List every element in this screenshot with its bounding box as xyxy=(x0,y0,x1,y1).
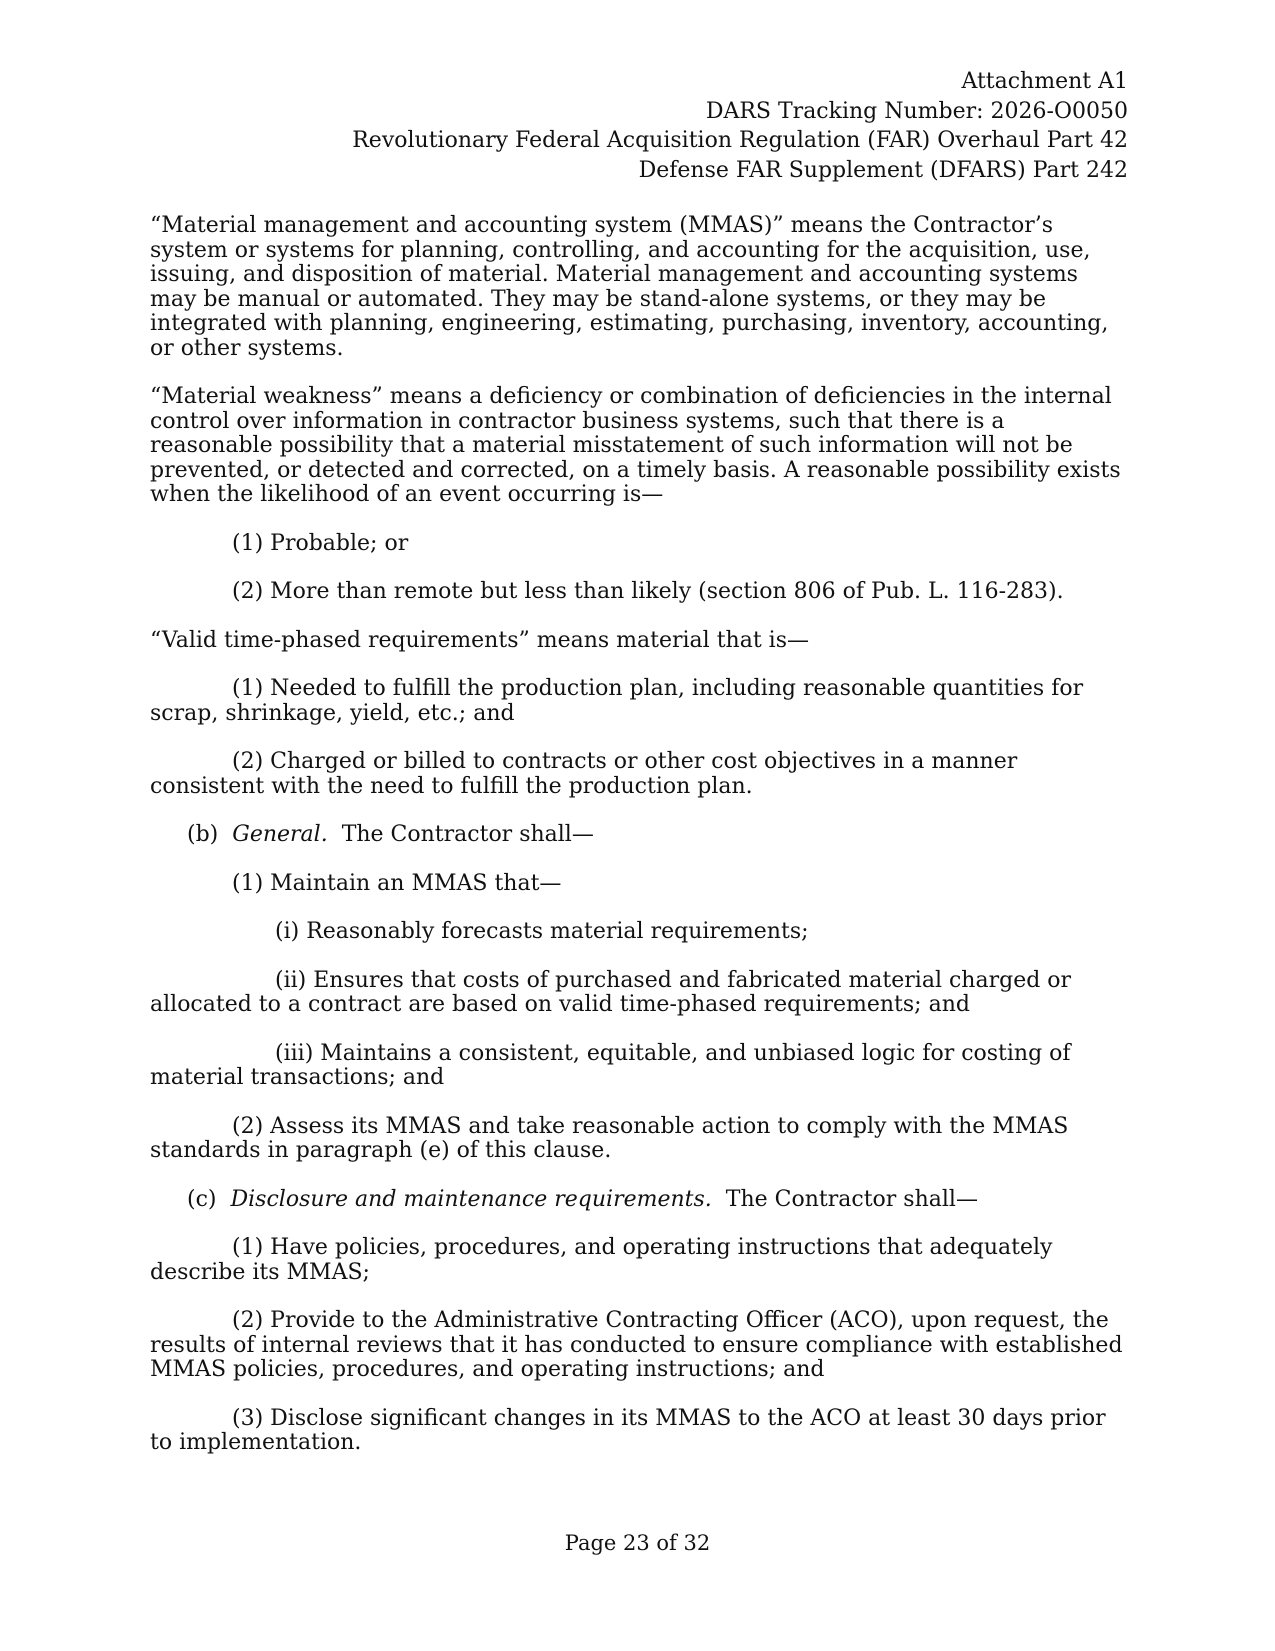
material-weakness-item-2: (2) More than remote but less than likely (section 806 of Pub. L. 116-283). xyxy=(232,579,1064,604)
section-b-intro: The Contractor shall— xyxy=(341,822,594,847)
section-c-item-3: (3) Disclose significant changes in its MMAS to the ACO at least 30 days prior to implementation. xyxy=(150,1405,1106,1455)
page-number: Page 23 of 32 xyxy=(564,1531,711,1555)
definition-mmas: “Material management and accounting system (MMAS)” means the Contractor’s system or systems for planning, controlling, and accounting for the acquisition, use, issuing, and disposition of material. Material management and accounting systems may be manual or automated. They may be stand-alone systems, or they may be integrated with planning, engineering, estimating, purchasing, inventory, accounting, or other systems. xyxy=(150,213,1109,361)
header-tracking-number: DARS Tracking Number: 2026-O0050 xyxy=(705,98,1128,124)
section-c-item-2: (2) Provide to the Administrative Contracting Officer (ACO), upon request, the results of internal reviews that it has conducted to ensure compliance with established MMAS policies, procedures, and operating instructions; and xyxy=(150,1308,1123,1382)
section-b-title: General. xyxy=(232,822,328,847)
definition-material-weakness: “Material weakness” means a deficiency or combination of deficiencies in the internal control over information in contractor business systems, such that there is a reasonable possibility that a material misstatement of such information will not be prevented, or detected and corrected, on a timely basis. A reasonable possibility exists when the likelihood of an event occurring is— xyxy=(150,384,1121,507)
page-header xyxy=(352,67,1128,185)
section-b-item-1-i: (i) Reasonably forecasts material requirements; xyxy=(275,919,809,944)
header-far-part: Revolutionary Federal Acquisition Regulation (FAR) Overhaul Part 42 xyxy=(352,128,1128,153)
section-c-label: (c) xyxy=(187,1186,217,1212)
page-footer xyxy=(0,1531,1275,1555)
section-b-item-2: (2) Assess its MMAS and take reasonable action to comply with the MMAS standards in paragraph (e) of this clause. xyxy=(150,1113,1069,1163)
valid-tpr-item-2: (2) Charged or billed to contracts or other cost objectives in a manner consistent with the need to fulfill the production plan. xyxy=(150,749,1018,799)
valid-tpr-item-1: (1) Needed to fulfill the production plan, including reasonable quantities for scrap, shrinkage, yield, etc.; and xyxy=(150,676,1084,726)
section-c-heading xyxy=(150,1188,1130,1213)
material-weakness-item-1: (1) Probable; or xyxy=(232,530,409,556)
header-attachment: Attachment A1 xyxy=(961,69,1128,94)
header-dfars-part: Defense FAR Supplement (DFARS) Part 242 xyxy=(638,157,1128,183)
section-c-title: Disclosure and maintenance requirements. xyxy=(230,1186,712,1212)
section-c-item-1: (1) Have policies, procedures, and operating instructions that adequately describe its MMAS; xyxy=(150,1235,1053,1285)
section-b-item-1-iii: (iii) Maintains a consistent, equitable, and unbiased logic for costing of material transactions; and xyxy=(150,1040,1071,1090)
definition-valid-time-phased-requirements: “Valid time-phased requirements” means material that is— xyxy=(150,627,809,653)
section-b-label: (b) xyxy=(187,822,219,847)
section-b-heading xyxy=(150,823,1130,848)
section-c-intro: The Contractor shall— xyxy=(725,1186,978,1212)
document-body xyxy=(150,214,1130,1480)
section-b-item-1-ii: (ii) Ensures that costs of purchased and fabricated material charged or allocated to a contract are based on valid time-phased requirements; and xyxy=(150,967,1072,1017)
section-b-item-1: (1) Maintain an MMAS that— xyxy=(232,870,562,896)
